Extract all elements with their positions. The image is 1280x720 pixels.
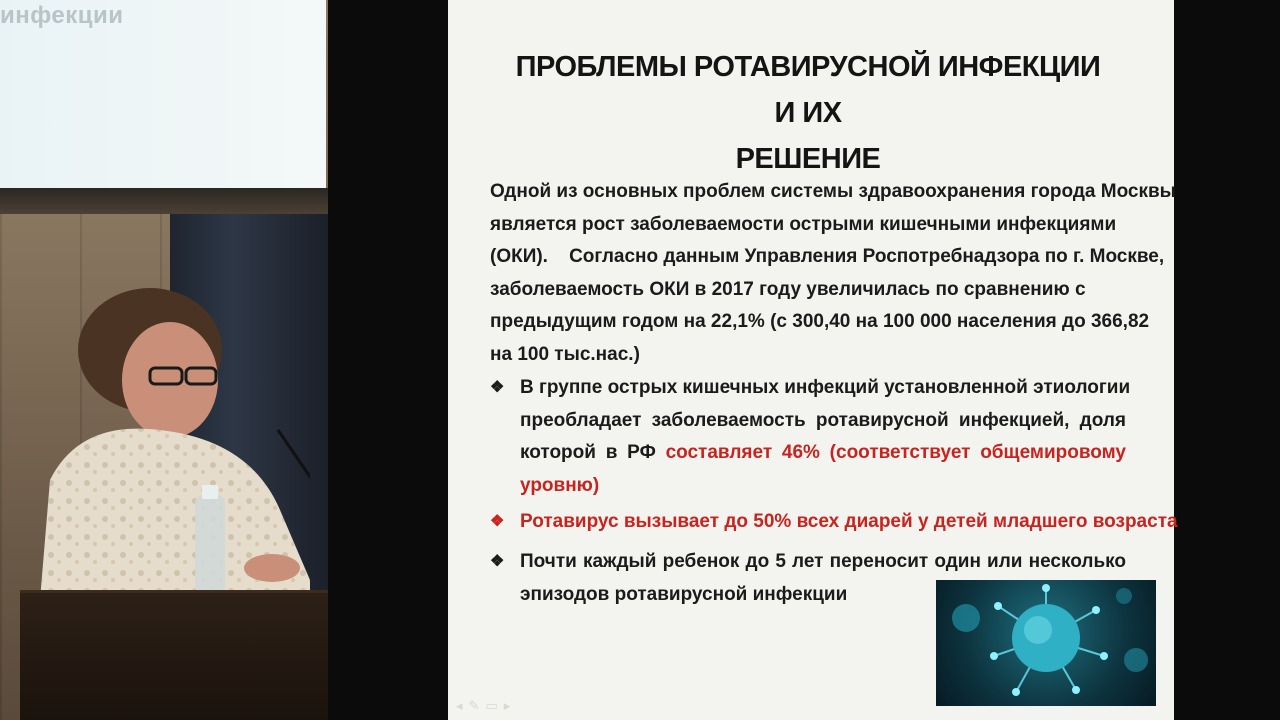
slide-title — [508, 44, 1108, 182]
next-slide-icon[interactable]: ▸ — [503, 698, 517, 713]
bullet-line: эпизодов ротавирусной инфекции — [520, 583, 848, 605]
intro-line: является рост заболеваемости острыми кишечными инфекциями — [490, 213, 1117, 235]
intro-line: Одной из основных проблем системы здравоохранения города Москвы — [490, 181, 1176, 202]
intro-line: заболеваемость ОКИ в 2017 году увеличилась по сравнению с — [490, 278, 1086, 300]
intro-line: (ОКИ). Согласно данным Управления Роспотребнадзора по г. Москве, — [490, 246, 1165, 267]
diamond-bullet-icon: ❖ — [490, 513, 505, 530]
bullet-highlight-text: уровню) — [520, 474, 600, 496]
bullet-line: Почти каждый ребенок до 5 лет переносит один или несколько — [520, 551, 1126, 572]
side-screen-title: инфекции — [0, 2, 124, 29]
previous-slide-icon[interactable]: ◂ — [456, 698, 469, 713]
slide-title-line: ПРОБЛЕМЫ РОТАВИРУСНОЙ ИНФЕКЦИИ И ИХ — [515, 51, 1101, 129]
pen-icon[interactable]: ✎ — [468, 698, 486, 713]
slide-show-toolbar[interactable] — [456, 698, 516, 716]
bullet-line: преобладает заболеваемость ротавирусной инфекцией, доля — [520, 409, 1126, 431]
intro-line: предыдущим годом на 22,1% (с 300,40 на 100 000 населения до 366,82 — [490, 311, 1150, 332]
bullet-text: которой в РФ — [520, 442, 656, 463]
intro-paragraph — [490, 176, 1176, 371]
presentation-slide — [448, 0, 1178, 720]
diamond-bullet-icon: ❖ — [490, 379, 505, 396]
diamond-bullet-icon: ❖ — [490, 553, 505, 570]
side-projection-screen — [0, 0, 326, 188]
screen-frame — [0, 188, 328, 214]
speaker-camera-view — [0, 0, 328, 720]
bullet-item — [490, 506, 1178, 539]
slide-title-line: РЕШЕНИЕ — [735, 143, 881, 175]
bullet-line-mixed — [520, 437, 1126, 470]
virus-illustration — [936, 580, 1156, 706]
bullet-item — [490, 372, 1130, 502]
intro-line: на 100 тыс.нас.) — [490, 343, 640, 365]
slide-menu-icon[interactable]: ▭ — [485, 698, 504, 713]
bullet-highlight-text: Ротавирус вызывает до 50% всех диарей у детей младшего возраста — [520, 511, 1178, 532]
podium — [20, 590, 328, 720]
virus-icon — [936, 580, 1156, 706]
bullet-line: В группе острых кишечных инфекций установленной этиологии — [520, 377, 1131, 398]
bullet-highlight-text: составляет 46% (соответствует общемировому — [665, 442, 1126, 463]
